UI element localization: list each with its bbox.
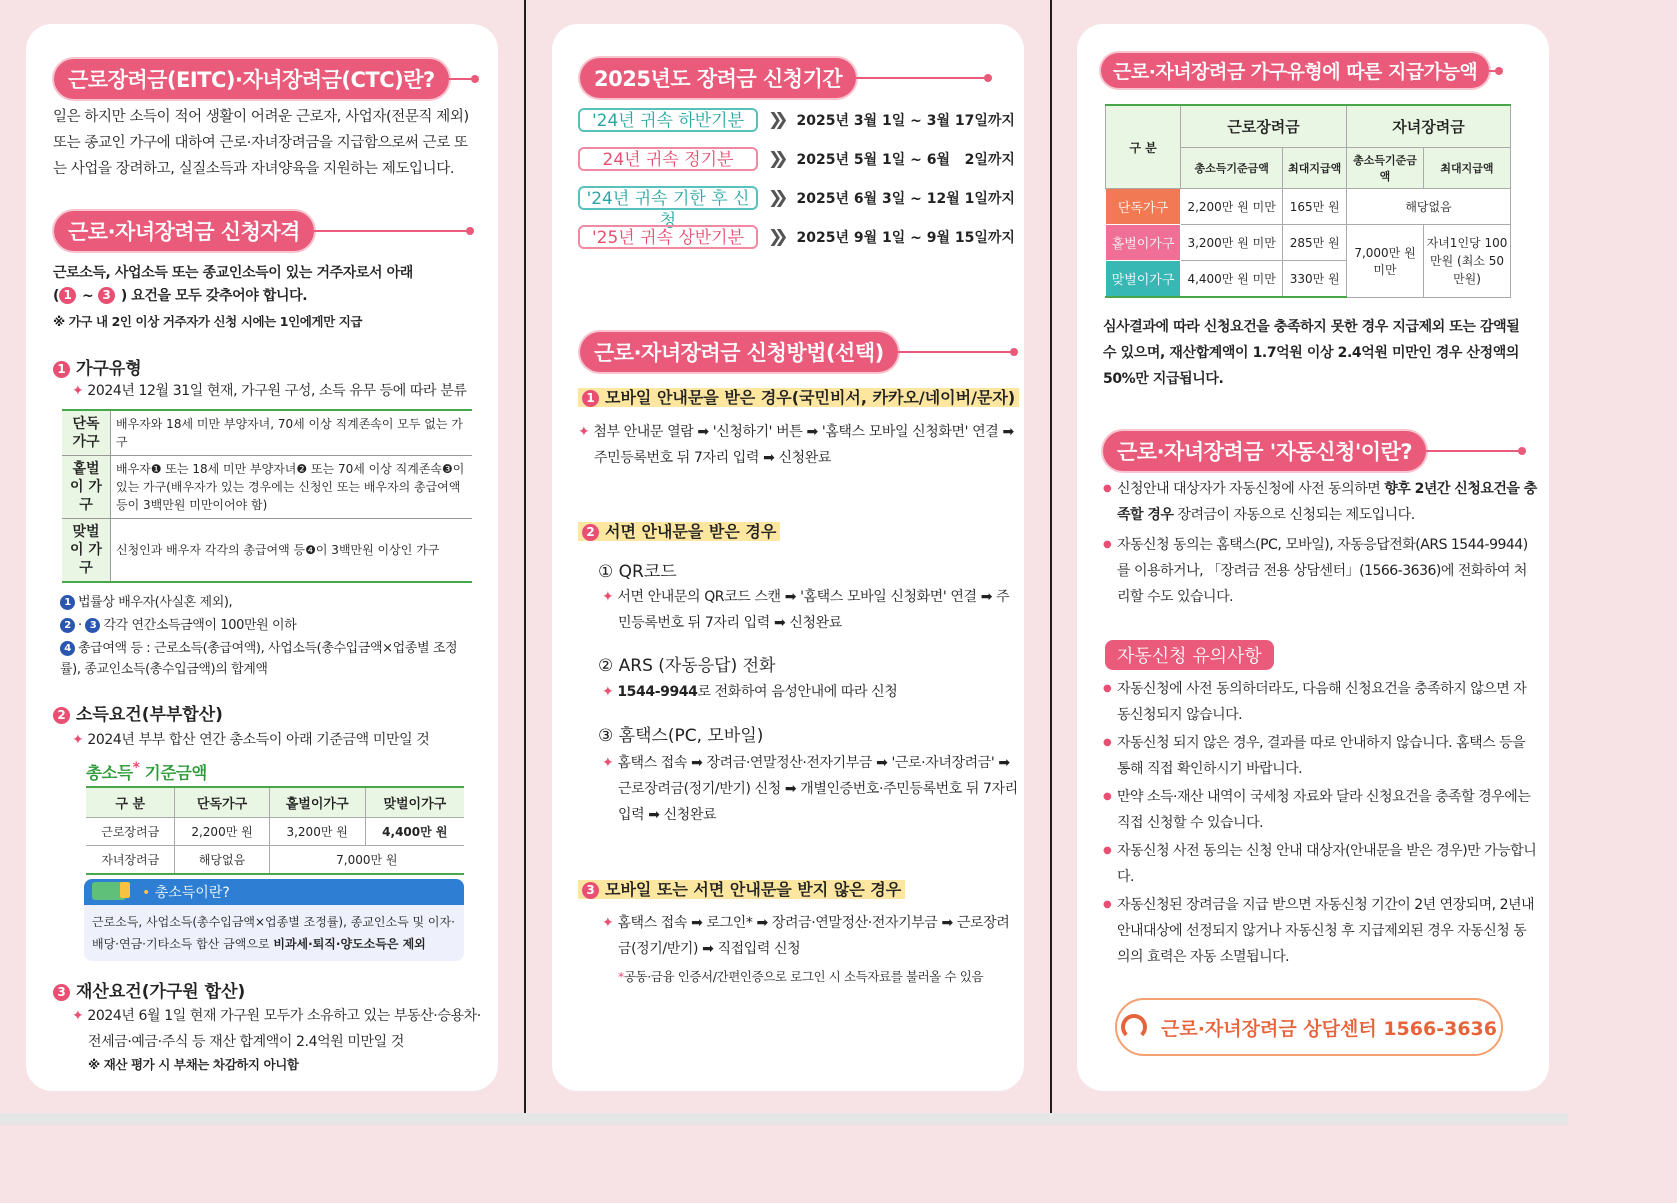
col-header: 총소득기준금액: [1347, 148, 1424, 189]
method1-text: 첨부 안내문 열람 ➡ '신청하기' 버튼 ➡ '홈택스 모바일 신청화면' 연결 ➡ 주민등록번호 뒤 7자리 입력 ➡ 신청완료: [593, 424, 1014, 466]
household-type-table: [62, 409, 472, 583]
method3-title: [578, 877, 905, 900]
col-header: 총소득기준금액: [1181, 148, 1283, 189]
ars-title: ② ARS (자동응답) 전화: [598, 656, 776, 676]
section1-desc-text: 2024년 12월 31일 현재, 가구원 구성, 소득 유무 등에 따라 분류: [87, 383, 467, 399]
badge-1: 1: [59, 287, 76, 304]
eligibility-line1: 근로소득, 사업소득 또는 종교인소득이 있는 거주자로서 아래: [53, 265, 413, 281]
badge-3: 3: [582, 882, 599, 899]
ars-number: 1544-9944: [617, 684, 698, 700]
info-body-text: 근로소득, 사업소득(총수입금액×업종별 조정률), 종교인소득 및 이자·배당·연금·기타소득 합산 금액으로: [92, 915, 455, 951]
method3-body: ✦ 홈택스 접속 ➡ 로그인* ➡ 장려금·연말정산·전자기부금 ➡ 근로장려금(정기/반기) ➡ 직접입력 신청: [602, 915, 1010, 957]
hometax-text: 홈택스 접속 ➡ 장려금·연말정산·전자기부금 ➡ '근로·자녀장려금' ➡ 근로장려금(정기/반기) 신청 ➡ 개별인증번호·주민등록번호 뒤 7자리 입력 ➡ 신청완료: [617, 755, 1018, 823]
coin-icon: [120, 882, 130, 898]
caution-item: ● 자동신청에 사전 동의하더라도, 다음해 신청요건을 충족하지 않으면 자동신청되지 않습니다.: [1103, 676, 1537, 728]
table-header-row: [1106, 105, 1511, 148]
panel-eligibility: [26, 24, 498, 1091]
row-header: 단독 가구: [62, 410, 111, 456]
period-row-4: [578, 225, 1015, 249]
section1-desc: ✦ 2024년 12월 31일 현재, 가구원 구성, 소득 유무 등에 따라 분류: [72, 383, 467, 399]
section3-label: 재산요건(가구원 합산): [76, 982, 246, 1002]
period-date: 2025년 9월 1일 ~ 9월 15일까지: [796, 230, 1015, 246]
auto-bullet-2: ● 자동신청 동의는 홈택스(PC, 모바일), 자동응답전화(ARS 1544-9944)를 이용하거나, 「장려금 전용 상담센터」(1566-3636)에 전화하여 처리할 수도 있습니다.: [1103, 532, 1537, 610]
method1-title: [578, 385, 1019, 408]
table-row: [1106, 189, 1511, 225]
cell: 자녀1인당 100만원 (최소 50만원): [1424, 225, 1511, 298]
banner-period: [580, 58, 988, 98]
footnote-4: [60, 638, 474, 680]
caution-item: ● 자동신청 사전 동의는 신청 안내 대상자(안내문을 받은 경우)만 가능합니다.: [1103, 838, 1537, 890]
fold-line-right: [1050, 0, 1052, 1113]
col-header: 홑벌이가구: [269, 787, 365, 818]
col-header: 근로장려금: [1181, 105, 1347, 148]
banner-title: 근로·자녀장려금 '자동신청'이란?: [1103, 431, 1426, 471]
period-row-3: [578, 186, 1015, 231]
info-title: 총소득이란?: [154, 885, 230, 901]
amount-note: 심사결과에 따라 신청요건을 충족하지 못한 경우 지급제외 또는 감액될 수 있으며, 재산합계액이 1.7억원 이상 2.4억원 미만인 경우 산정액의 50%만 지급됩니다.: [1103, 319, 1520, 387]
method3-note-text: 공동·금융 인증서/간편인증으로 로그인 시 소득자료를 불러올 수 있음: [623, 969, 984, 984]
cell: 3,200만 원 미만: [1181, 225, 1283, 261]
col-header: 구 분: [86, 787, 175, 818]
cell: 165만 원: [1283, 189, 1347, 225]
method2-label: 서면 안내문을 받은 경우: [605, 522, 777, 541]
method3-text: 홈택스 접속 ➡ 로그인* ➡ 장려금·연말정산·전자기부금 ➡ 근로장려금(정기/반기) ➡ 직접입력 신청: [617, 915, 1010, 957]
chevron-right-icon: ❯❯: [768, 110, 781, 130]
banner-method: [580, 332, 1014, 372]
caution-item: ● 만약 소득·재산 내역이 국세청 자료와 달라 신청요건을 충족할 경우에는 직접 신청할 수 있습니다.: [1103, 784, 1537, 836]
badge-2: 2: [582, 524, 599, 541]
row-desc: 신청인과 배우자 각각의 총급여액 등❹이 3백만원 이상인 가구: [111, 519, 473, 583]
period-row-1: [578, 108, 1015, 132]
banner-title: 2025년도 장려금 신청기간: [580, 58, 856, 98]
cell: 해당없음: [1347, 189, 1511, 225]
row-desc: 배우자와 18세 미만 부양자녀, 70세 이상 직계존속이 모두 없는 가구: [111, 410, 473, 456]
cell: 7,000만 원 미만: [1347, 225, 1424, 298]
cell: 근로장려금: [86, 818, 175, 846]
qr-title: ① QR코드: [598, 562, 677, 582]
col-header: 구 분: [1106, 105, 1181, 189]
cell: 330만 원: [1283, 261, 1347, 298]
caution-item: ● 자동신청된 장려금을 지급 받으면 자동신청 기간이 2년 연장되며, 2년내 안내대상에 선정되지 않거나 자동신청 후 지급제외된 경우 자동신청 동의의 효력은 자동 소멸됩니다.: [1103, 892, 1537, 970]
section2-label: 소득요건(부부합산): [76, 705, 223, 725]
footnote-2-text: 각각 연간소득금액이 100만원 이하: [103, 618, 297, 633]
badge-blue-3: 3: [85, 618, 100, 633]
badge-blue-4: 4: [60, 641, 75, 656]
banner-title: 근로·자녀장려금 가구유형에 따른 지급가능액: [1101, 53, 1489, 88]
section1-label: 가구유형: [76, 359, 142, 379]
cell: 2,200만 원: [175, 818, 269, 846]
panel-amounts: [1077, 24, 1549, 1091]
info-body: [84, 905, 464, 961]
col-header: 최대지급액: [1424, 148, 1511, 189]
section3-desc-text: 2024년 6월 1일 현재 가구원 모두가 소유하고 있는 부동산·승용차·전세금·예금·주식 등 재산 합계액이 2.4억원 미만일 것: [87, 1008, 481, 1050]
call-center-label: 근로·자녀장려금 상담센터 1566-3636: [1161, 1017, 1497, 1040]
eligibility-text: 요건을 모두 갖추어야 합니다.: [131, 288, 308, 304]
footnote-2: 2 · 3 각각 연간소득금액이 100만원 이하: [60, 615, 296, 637]
auto-text: 장려금이 자동으로 신청되는 제도입니다.: [1173, 507, 1415, 523]
qr-body: ✦ 서면 안내문의 QR코드 스캔 ➡ '홈택스 모바일 신청화면' 연결 ➡ 주민등록번호 뒤 7자리 입력 ➡ 신청완료: [602, 589, 1010, 631]
method2-title: [578, 519, 780, 542]
caption-threshold: 기준금액: [144, 763, 207, 783]
cell: 자녀장려금: [86, 846, 175, 875]
table-row: [62, 456, 472, 519]
panel-application: [552, 24, 1024, 1091]
row-header: 홑벌이가구: [1106, 225, 1181, 261]
cell: 4,400만 원 미만: [1181, 261, 1283, 298]
income-table-caption: 총소득* 기준금액: [86, 760, 207, 783]
row-header: 홑벌이 가구: [62, 456, 111, 519]
table-row: [62, 410, 472, 456]
auto-bold: 향후 2년간 신청요건을 충족할 경우: [1117, 481, 1537, 523]
cell: 285만 원: [1283, 225, 1347, 261]
section3-desc: ✦ 2024년 6월 1일 현재 가구원 모두가 소유하고 있는 부동산·승용차·전세금·예금·주식 등 재산 합계액이 2.4억원 미만일 것: [72, 1008, 481, 1050]
banner-title: 근로장려금(EITC)·자녀장려금(CTC)란?: [54, 59, 449, 99]
hometax-body: ✦ 홈택스 접속 ➡ 장려금·연말정산·전자기부금 ➡ '근로·자녀장려금' ➡ 근로장려금(정기/반기) 신청 ➡ 개별인증번호·주민등록번호 뒤 7자리 입력 ➡ 신청완료: [602, 755, 1018, 823]
chevron-right-icon: ❯❯: [768, 188, 781, 208]
banner-amounts: [1101, 53, 1499, 88]
cell: 2,200만 원 미만: [1181, 189, 1283, 225]
bottom-bar: [0, 1113, 1568, 1125]
caution-title: 자동신청 유의사항: [1105, 640, 1274, 670]
badge-2: 2: [53, 707, 70, 724]
qr-text: 서면 안내문의 QR코드 스캔 ➡ '홈택스 모바일 신청화면' 연결 ➡ 주민등록번호 뒤 7자리 입력 ➡ 신청완료: [617, 589, 1010, 631]
section3-note: ※ 재산 평가 시 부채는 차감하지 아니함: [88, 1057, 299, 1072]
banner-title: 근로·자녀장려금 신청자격: [54, 211, 314, 251]
method3-note: *공동·금융 인증서/간편인증으로 로그인 시 소득자료를 불러올 수 있음: [618, 969, 984, 984]
table-row: [1106, 225, 1511, 261]
ars-text: 로 전화하여 음성안내에 따라 신청: [697, 684, 898, 700]
banner-what-is: [54, 59, 475, 99]
hometax-title: ③ 홈택스(PC, 모바일): [598, 726, 764, 746]
period-tag: 24년 귀속 정기분: [578, 147, 758, 171]
ars-body: ✦ 1544-9944로 전화하여 음성안내에 따라 신청: [602, 684, 898, 700]
period-tag: '24년 귀속 기한 후 신청: [578, 186, 758, 210]
eligibility-note: ※ 가구 내 2인 이상 거주자가 신청 시에는 1인에게만 지급: [53, 314, 363, 329]
call-center-button[interactable]: [1115, 998, 1503, 1056]
col-header: 단독가구: [175, 787, 269, 818]
chevron-right-icon: ❯❯: [768, 149, 781, 169]
cell: 7,000만 원: [269, 846, 464, 875]
table-row: [62, 519, 472, 583]
chevron-right-icon: ❯❯: [768, 227, 781, 247]
row-desc: 배우자❶ 또는 18세 미만 부양자녀❷ 또는 70세 이상 직계존속❸이 있는 가구(배우자가 있는 경우에는 신청인 또는 배우자의 총급여액 등이 3백만원 미만이어야 함): [111, 456, 473, 519]
col-header: 자녀장려금: [1347, 105, 1511, 148]
badge-3: 3: [53, 984, 70, 1001]
col-header: 최대지급액: [1283, 148, 1347, 189]
total-income-info-box: [84, 879, 464, 961]
period-tag: '24년 귀속 하반기분: [578, 108, 758, 132]
table-row: [86, 818, 464, 846]
period-row-2: [578, 147, 1015, 171]
banner-eligibility: [54, 211, 470, 251]
banner-title: 근로·자녀장려금 신청방법(선택): [580, 332, 898, 372]
info-body-bold: 비과세·퇴직·양도소득은 제외: [273, 937, 426, 951]
footnote-4-text: 총급여액 등 : 근로소득(총급여액), 사업소득(총수입금액×업종별 조정률), 종교인소득(총수입금액)의 합계액: [60, 641, 458, 677]
banner-auto: [1103, 431, 1522, 471]
table-header-row: [86, 787, 464, 818]
footnote-1: [60, 592, 232, 614]
period-date: 2025년 5월 1일 ~ 6월 2일까지: [796, 152, 1015, 168]
badge-blue-1: 1: [60, 595, 75, 610]
amount-table: [1105, 104, 1511, 298]
table-row: [86, 846, 464, 875]
fold-line-left: [524, 0, 526, 1113]
section2-title: [53, 700, 223, 725]
auto-text: 신청안내 대상자가 자동신청에 사전 동의하면: [1117, 481, 1385, 497]
badge-blue-2: 2: [60, 618, 75, 633]
badge-3: 3: [98, 287, 115, 304]
eligibility-line2: ( 1 ~ 3 ) 요건을 모두 갖추어야 합니다.: [53, 288, 308, 304]
badge-1: 1: [53, 361, 70, 378]
period-date: 2025년 6월 3일 ~ 12월 1일까지: [796, 191, 1015, 207]
method1-body: ✦ 첨부 안내문 열람 ➡ '신청하기' 버튼 ➡ '홈택스 모바일 신청화면' 연결 ➡ 주민등록번호 뒤 7자리 입력 ➡ 신청완료: [578, 424, 1014, 466]
row-header: 단독가구: [1106, 189, 1181, 225]
row-header: 맞벌이 가구: [62, 519, 111, 583]
row-header: 맞벌이가구: [1106, 261, 1181, 298]
income-threshold-table: [86, 786, 464, 875]
method1-label: 모바일 안내문을 받은 경우(국민비서, 카카오/네이버/문자): [605, 388, 1016, 407]
badge-1: 1: [582, 390, 599, 407]
section3-title: [53, 977, 245, 1002]
cell: 4,400만 원: [365, 818, 464, 846]
section1-title: [53, 354, 142, 379]
col-header: 맞벌이가구: [365, 787, 464, 818]
cell: 해당없음: [175, 846, 269, 875]
caution-item: ● 자동신청 되지 않은 경우, 결과를 따로 안내하지 않습니다. 홈택스 등을 통해 직접 확인하시기 바랍니다.: [1103, 730, 1537, 782]
auto-bullet-1: [1103, 476, 1537, 528]
section2-desc-text: 2024년 부부 합산 연간 총소득이 아래 기준금액 미만일 것: [87, 732, 430, 748]
caption-total-income: 총소득: [86, 763, 133, 783]
intro-text: 일은 하지만 소득이 적어 생활이 어려운 근로자, 사업자(전문직 제외) 또는 종교인 가구에 대하여 근로·자녀장려금을 지급함으로써 근로 또는 사업을 장려하고, 실질소득과 자녀양육을 지원하는 제도입니다.: [53, 109, 469, 177]
footnote-1-text: 법률상 배우자(사실혼 제외),: [78, 595, 233, 610]
period-tag: '25년 귀속 상반기분: [578, 225, 758, 249]
cell: 3,200만 원: [269, 818, 365, 846]
method3-label: 모바일 또는 서면 안내문을 받지 않은 경우: [605, 880, 902, 899]
info-header: • 총소득이란?: [84, 879, 464, 905]
section2-desc: ✦ 2024년 부부 합산 연간 총소득이 아래 기준금액 미만일 것: [72, 732, 430, 748]
period-date: 2025년 3월 1일 ~ 3월 17일까지: [796, 113, 1015, 129]
headset-icon: [1121, 1014, 1147, 1040]
